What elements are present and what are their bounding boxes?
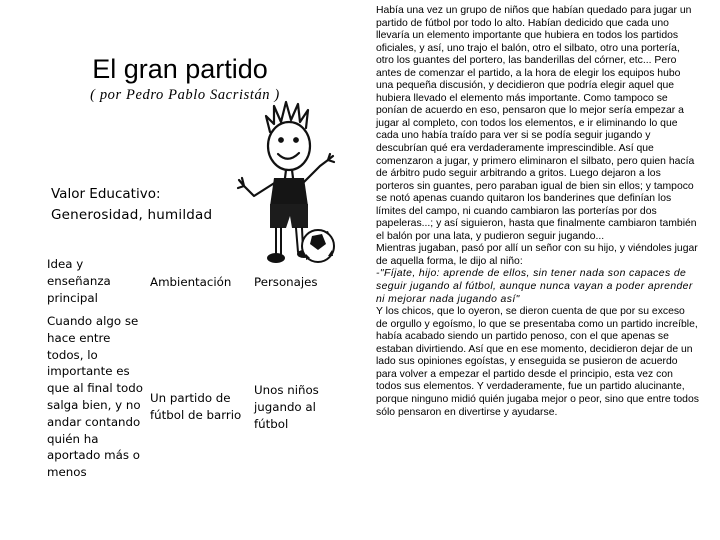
educational-value-label: Valor Educativo: xyxy=(51,186,161,202)
boy-soccer-ball-illustration xyxy=(236,94,338,270)
story-paragraph: Había una vez un grupo de niños que habían quedado para jugar un partido de fútbol por todo lo alto. Habían dedicido que cada uno llevaría un elemento importante que hubiera en todos los partidos oficiales, y así, uno trajo el balón, otro el silbato, otro una portería, otro los guantes del portero, las banderillas del córner, etc... Pero antes de comenzar el partido, a la hora de elegir los equipos hubo una pequeña discusión, y decidieron que podría elegir aquel que hubiera llevado el elemento más importante. Como tampoco se ponían de acuerdo en eso, pensaron que lo mejor sería empezar a jugar al completo, con todos los elementos, e ir eliminando lo que cada uno había traído para ver si se podía seguir jugando y descubrían qué era verdaderamente imprescindible. Así que comenzaron a jugar, y primero eliminaron el silbato, pero quien hacía de árbitro pudo seguir arbitrando a gritos. Luego dejaron a los porteros sin guantes, pero paraban igual de bien sin ellos; y tampoco se notó apenas cuando quitaron los banderines que definían los límites del campo, ni cuando cambiaron las porterías por dos papeleras...; y así siguieron, hasta que finalmente cambiaron también el balón por una lata, y pudieron seguir jugando... xyxy=(376,5,697,242)
author-line: ( por Pedro Pablo Sacristán ) xyxy=(90,87,280,103)
story-paragraph: Y los chicos, que lo oyeron, se dieron cuenta de que por su exceso de orgullo y egoísmo, lo que se presentaba como un partido increíble, había acabado siendo un partido penoso, con el que apenas se estaban divirtiendo. Así que en ese momento, decidieron dejar de un lado sus opiniones egoístas, y enseguida se pusieron de acuerdo para volver a empezar el partido desde el principio, esta vez con todos sus elementos. Y verdaderamente, fue un partido alucinante, porque ninguno midió quién jugaba mejor o peor, sino que entre todos sólo pensaron en divertirse y ayudarse. xyxy=(376,306,699,418)
idea-text: Cuando algo se hace entre todos, lo importante es que al final todo salga bien, y no andar contando quién ha aportado más o menos xyxy=(47,314,143,480)
ambientacion-text: Un partido de fútbol de barrio xyxy=(150,391,242,422)
story-quote: -"Fíjate, hijo: aprende de ellos, sin tener nada son capaces de seguir jugando al fútbol, aunque nunca vayan a poder aprender ni mejorar nada jugando así" xyxy=(376,268,693,305)
header-ambientacion: Ambientación xyxy=(150,275,232,289)
story-paragraph: Mientras jugaban, pasó por allí un señor con su hijo, y viéndoles jugar de aquella forma, le dijo al niño: xyxy=(376,243,698,267)
header-idea: Idea y enseñanza principal xyxy=(47,257,111,305)
educational-value-text: Generosidad, humildad xyxy=(51,207,213,223)
page-title: El gran partido xyxy=(92,54,268,84)
story-text xyxy=(376,5,699,419)
header-personajes: Personajes xyxy=(254,275,318,289)
personajes-text: Unos niños jugando al fútbol xyxy=(254,383,319,431)
educational-value xyxy=(51,184,241,226)
